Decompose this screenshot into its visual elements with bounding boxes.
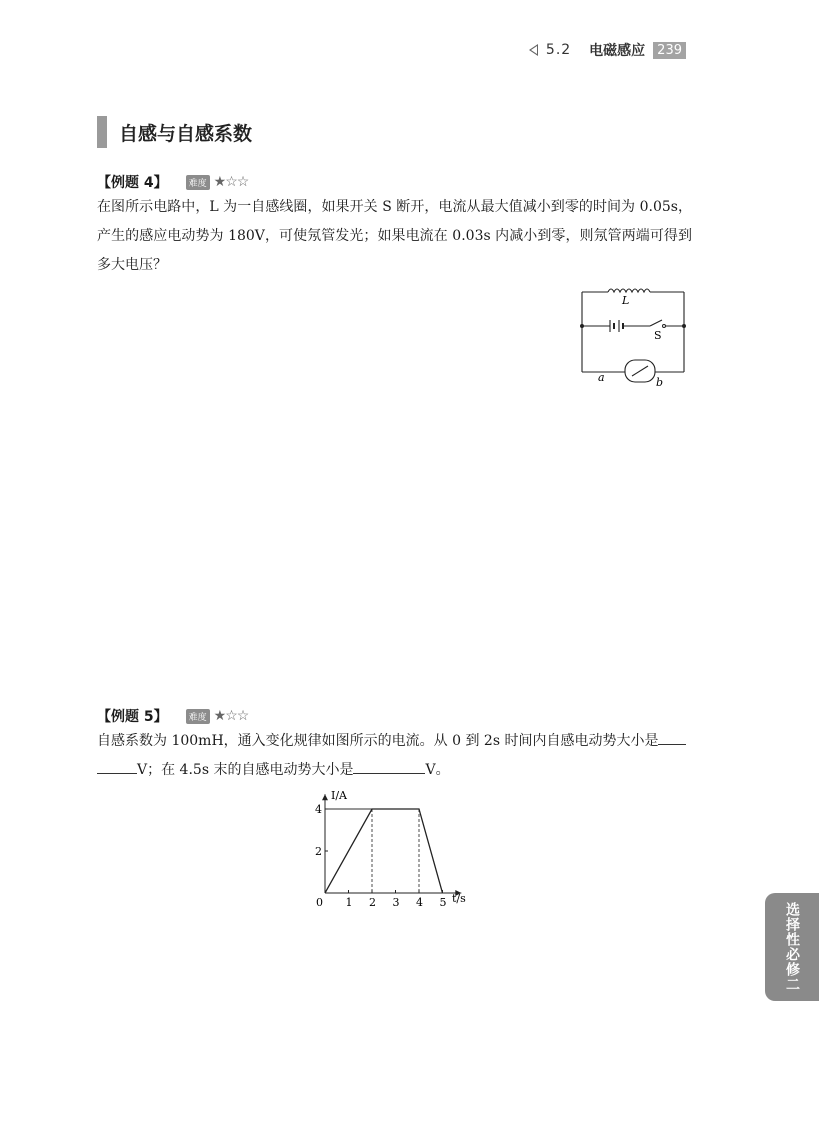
- example5-text-part1: 自感系数为 100mH，通入变化规律如图所示的电流。从 0 到 2s 时间内自感电动势大小是: [97, 733, 659, 749]
- x-tick-label: 4: [416, 896, 423, 909]
- difficulty-stars-icon: ★☆☆: [213, 174, 249, 190]
- y-axis-label: I/A: [331, 789, 347, 802]
- chapter-title: 电磁感应: [589, 43, 646, 59]
- x-axis-label: t/s: [452, 892, 466, 905]
- answer-blank-1b[interactable]: [97, 759, 137, 774]
- triangle-left-icon: [529, 44, 538, 56]
- example4-header: [97, 172, 248, 192]
- example4-label: 【例题 4】: [97, 175, 168, 191]
- page-number: 239: [653, 42, 686, 59]
- switch-contact: [663, 325, 666, 328]
- example5-text: [97, 727, 692, 785]
- section-heading: [97, 116, 252, 148]
- chart-series: [325, 809, 443, 893]
- heading-bar: [97, 116, 107, 148]
- side-tab: [765, 893, 819, 1001]
- x-tick-label: 1: [345, 896, 353, 909]
- y-tick-label: 2: [315, 845, 322, 858]
- node-right: [682, 324, 686, 328]
- example5-header: [97, 706, 248, 726]
- example5-text-part2: V；在 4.5s 末的自感电动势大小是: [137, 762, 354, 778]
- node-b-label: b: [656, 376, 664, 389]
- switch-label: S: [654, 329, 662, 342]
- example4-text: 在图所示电路中，L 为一自感线圈，如果开关 S 断开，电流从最大值减小到零的时间为 0.05s，产生的感应电动势为 180V，可使氖管发光；如果电流在 0.03s 内减小到零，则氖管两端可得到多大电压？: [97, 199, 692, 273]
- node-left: [580, 324, 584, 328]
- page-header: [529, 40, 686, 60]
- example5-text-part3: V。: [425, 762, 450, 778]
- inductor-coil: [608, 289, 650, 292]
- x-tick-label: 2: [369, 896, 376, 909]
- current-line: [325, 809, 443, 893]
- x-tick-label: 5: [439, 896, 447, 909]
- inductor-label: L: [622, 294, 630, 307]
- circuit-diagram: [570, 280, 695, 390]
- chart-guides: [325, 809, 419, 893]
- difficulty-badge: 难度: [186, 175, 210, 190]
- y-axis-arrow-icon: [322, 794, 328, 800]
- side-tab-label: 选择性必修二: [784, 902, 800, 992]
- x-tick-label: 3: [392, 896, 400, 909]
- y-tick-label: 4: [315, 803, 322, 816]
- answer-blank-1a[interactable]: [658, 730, 686, 745]
- difficulty-badge: 难度: [186, 709, 210, 724]
- answer-blank-2[interactable]: [353, 759, 425, 774]
- example5-label: 【例题 5】: [97, 709, 168, 725]
- x-tick-label: 0: [316, 896, 323, 909]
- difficulty-stars-icon: ★☆☆: [213, 708, 249, 724]
- section-title: 自感与自感系数: [119, 122, 253, 145]
- section-number: 5.2: [545, 42, 572, 58]
- current-time-chart: [305, 785, 485, 910]
- node-a-label: a: [598, 371, 605, 384]
